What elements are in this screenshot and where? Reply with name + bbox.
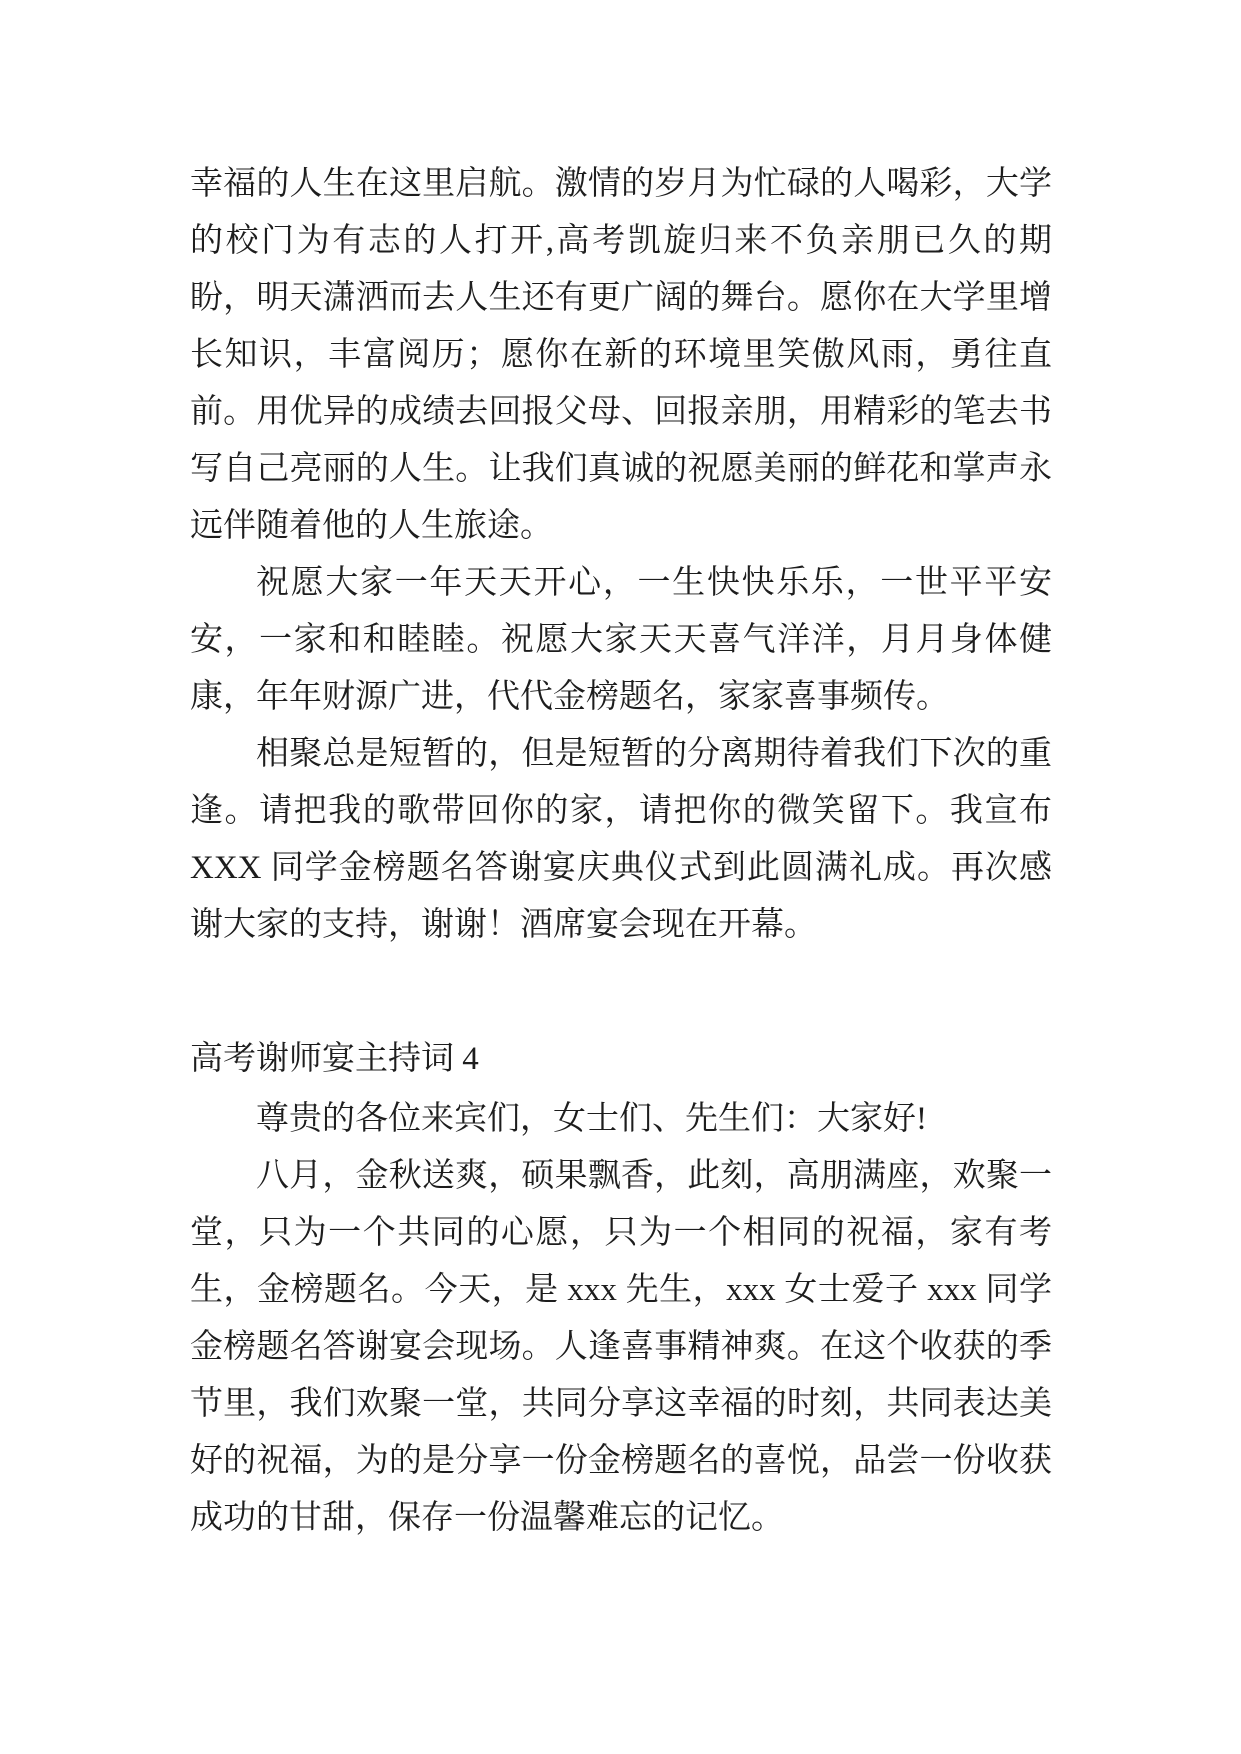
section-heading: 高考谢师宴主持词 4 xyxy=(190,1041,479,1077)
document-body xyxy=(190,156,1052,1547)
paragraph-opening: 八月，金秋送爽，硕果飘香，此刻，高朋满座，欢聚一堂，只为一个共同的心愿，只为一个相同的祝福，家有考生，金榜题名。今天，是 xxx 先生，xxx 女士爱子 xxx 同学金榜题名答谢宴会现场。人逢喜事精神爽。在这个收获的季节里，我们欢聚一堂，共同分享这幸福的时刻，共同表达美好的祝福，为的是分享一份金榜题名的喜悦，品尝一份收获成功的甘甜，保存一份温馨难忘的记忆。 xyxy=(190,1158,1052,1536)
paragraph-wishes: 祝愿大家一年天天开心，一生快快乐乐，一世平平安安，一家和和睦睦。祝愿大家天天喜气洋洋，月月身体健康，年年财源广进，代代金榜题名，家家喜事频传。 xyxy=(190,565,1052,715)
paragraph-greeting: 尊贵的各位来宾们，女士们、先生们：大家好! xyxy=(256,1101,927,1137)
paragraph-continuation: 幸福的人生在这里启航。激情的岁月为忙碌的人喝彩，大学的校门为有志的人打开,高考凯旋归来不负亲朋已久的期盼，明天潇洒而去人生还有更广阔的舞台。愿你在大学里增长知识，丰富阅历；愿你在新的环境里笑傲风雨，勇往直前。用优异的成绩去回报父母、回报亲朋，用精彩的笔去书写自己亮丽的人生。让我们真诚的祝愿美丽的鲜花和掌声永远伴随着他的人生旅途。 xyxy=(190,166,1052,544)
paragraph-closing: 相聚总是短暂的，但是短暂的分离期待着我们下次的重逢。请把我的歌带回你的家，请把你的微笑留下。我宣布 XXX 同学金榜题名答谢宴庆典仪式到此圆满礼成。再次感谢大家的支持，谢谢！酒席宴会现在开幕。 xyxy=(190,736,1052,943)
